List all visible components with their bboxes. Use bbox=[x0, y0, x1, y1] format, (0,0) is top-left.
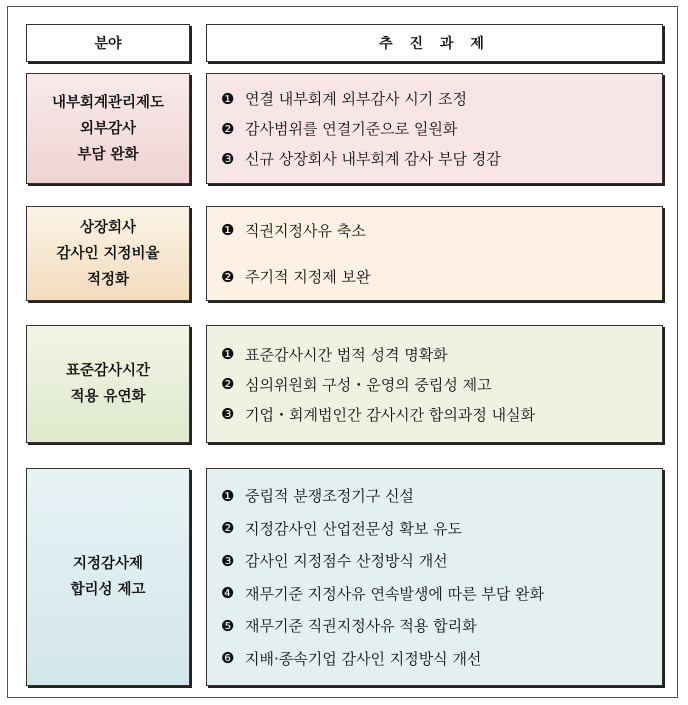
category-auditor-designation-ratio bbox=[26, 206, 190, 301]
list-item bbox=[221, 642, 662, 675]
category-line: 적정화 bbox=[86, 271, 130, 288]
number-badge-icon: ❶ bbox=[221, 345, 235, 363]
list-item bbox=[221, 610, 662, 643]
number-badge-icon: ❶ bbox=[221, 486, 235, 505]
list-item bbox=[221, 369, 662, 399]
list-item bbox=[221, 339, 662, 369]
number-badge-icon: ❷ bbox=[221, 519, 235, 538]
category-line: 지정감사제 bbox=[72, 556, 144, 572]
number-badge-icon: ❷ bbox=[221, 119, 235, 138]
tasks-designated-audit bbox=[206, 468, 663, 686]
list-item bbox=[221, 84, 662, 114]
category-line: 적용 유연화 bbox=[70, 389, 146, 405]
item-text: 신규 상장회사 내부회계 감사 부담 경감 bbox=[245, 150, 501, 168]
list-item bbox=[221, 545, 662, 578]
category-line: 내부회계관리제도 bbox=[51, 94, 165, 111]
number-badge-icon: ❷ bbox=[221, 267, 235, 286]
number-badge-icon: ❻ bbox=[221, 649, 235, 668]
tasks-internal-control bbox=[206, 73, 663, 184]
category-standard-audit-time bbox=[26, 325, 190, 443]
category-internal-control bbox=[26, 73, 190, 184]
list-item bbox=[221, 262, 662, 292]
item-text: 심의위원회 구성・운영의 중립성 제고 bbox=[245, 375, 492, 394]
tasks-auditor-designation-ratio bbox=[206, 206, 663, 301]
category-line: 표준감사시간 bbox=[65, 363, 151, 379]
category-line: 상장회사 bbox=[79, 219, 137, 236]
number-badge-icon: ❺ bbox=[221, 616, 235, 635]
item-text: 지배·종속기업 감사인 지정방식 개선 bbox=[245, 649, 482, 668]
item-text: 연결 내부회계 외부감사 시기 조정 bbox=[245, 90, 467, 108]
list-item bbox=[221, 399, 662, 429]
item-text: 표준감사시간 법적 성격 명확화 bbox=[245, 345, 448, 364]
header-category bbox=[26, 24, 190, 62]
list-item bbox=[221, 480, 662, 513]
header-tasks-label: 추 진 과 제 bbox=[379, 36, 490, 52]
item-text: 주기적 지정제 보완 bbox=[245, 268, 371, 287]
header-tasks bbox=[206, 24, 663, 62]
number-badge-icon: ❸ bbox=[221, 405, 235, 423]
category-line: 감사인 지정비율 bbox=[56, 245, 160, 262]
list-item bbox=[221, 144, 662, 174]
number-badge-icon: ❶ bbox=[221, 89, 235, 108]
item-text: 기업・회계법인간 감사시간 합의과정 내실화 bbox=[245, 405, 536, 424]
list-item bbox=[221, 577, 662, 610]
number-badge-icon: ❷ bbox=[221, 375, 235, 393]
item-text: 감사인 지정점수 산정방식 개선 bbox=[245, 552, 448, 571]
item-text: 감사범위를 연결기준으로 일원화 bbox=[245, 120, 458, 138]
item-text: 직권지정사유 축소 bbox=[245, 221, 366, 240]
tasks-standard-audit-time bbox=[206, 325, 663, 443]
list-item bbox=[221, 215, 662, 245]
category-line: 외부감사 bbox=[79, 120, 137, 137]
category-designated-audit bbox=[26, 468, 190, 686]
header-category-label: 분야 bbox=[94, 36, 122, 52]
item-text: 재무기준 직권지정사유 적용 합리화 bbox=[245, 617, 477, 636]
list-item bbox=[221, 114, 662, 144]
item-text: 지정감사인 산업전문성 확보 유도 bbox=[245, 519, 463, 538]
item-text: 재무기준 지정사유 연속발생에 따른 부담 완화 bbox=[245, 584, 545, 603]
category-line: 합리성 제고 bbox=[70, 582, 146, 598]
item-text: 중립적 분쟁조정기구 신설 bbox=[245, 487, 414, 506]
number-badge-icon: ❹ bbox=[221, 584, 235, 603]
category-line: 부담 완화 bbox=[77, 146, 139, 163]
number-badge-icon: ❸ bbox=[221, 149, 235, 168]
list-item bbox=[221, 512, 662, 545]
number-badge-icon: ❶ bbox=[221, 221, 235, 240]
number-badge-icon: ❸ bbox=[221, 551, 235, 570]
